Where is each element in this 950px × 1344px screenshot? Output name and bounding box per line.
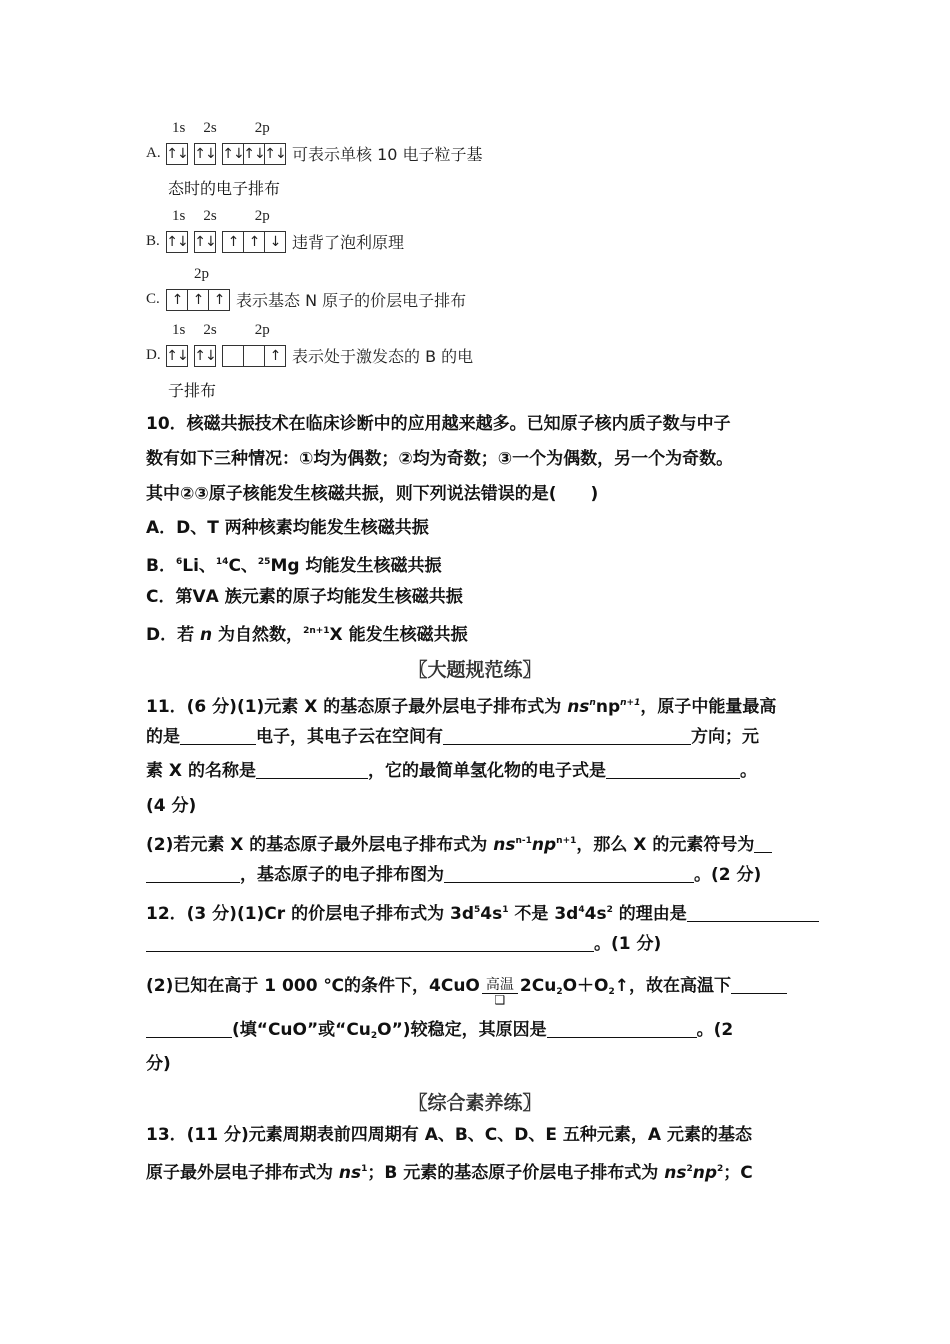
q10-option-d: D．若 n 为自然数，$^{2n+1}$X 能发生核磁共振 (146, 625, 468, 645)
q12-line-5: 分) (146, 1054, 171, 1074)
answer-blank[interactable] (256, 762, 368, 779)
answer-blank[interactable] (146, 1021, 232, 1038)
q9-option-d-cont: 子排布 (168, 381, 217, 400)
answer-blank[interactable] (687, 905, 819, 922)
option-letter: D. (146, 347, 161, 363)
orbital-2s: ↑↓ (194, 231, 216, 253)
q11-line-2: 的是 电子，其电子云在空间有 方向；元 (146, 727, 759, 747)
q10-line-3: 其中②③原子核能发生核磁共振，则下列说法错误的是( ) (146, 484, 599, 504)
answer-blank[interactable] (754, 836, 772, 853)
orbital-2p: ↑ ↑ ↓ (222, 231, 286, 253)
q11-line-3: 素 X 的名称是 ，它的最简单氢化物的电子式是 。 (146, 761, 757, 781)
q12-line-4: (填“CuO”或“$Cu_2O$”)较稳定，其原因是 。(2 (146, 1020, 733, 1046)
orbital-labels: 1s 2s 2p (172, 120, 270, 136)
q10-option-a: A．D、T 两种核素均能发生核磁共振 (146, 518, 429, 538)
q13-line-2: 原子最外层电子排布式为 $ns^1$；B 元素的基态原子价层电子排布式为 $ns^2np^2$；C (146, 1163, 753, 1183)
q9-option-a-cont: 态时的电子排布 (168, 179, 281, 198)
orbital-2p: ↑↓ ↑↓ ↑↓ (222, 143, 286, 165)
reaction-condition: 高温 ❑ (482, 977, 518, 1006)
answer-blank[interactable] (146, 866, 240, 883)
orbital-2p: ↑ (222, 345, 286, 367)
q12-line-1: 12．(3 分)(1)Cr 的价层电子排布式为 $3d^54s^1$ 不是 $3d^44s^2$ 的理由是 (146, 900, 819, 924)
option-letter: B. (146, 233, 160, 249)
answer-blank[interactable] (731, 977, 787, 994)
q11-line-6: ，基态原子的电子排布图为 。(2 分) (146, 865, 761, 885)
q10-line-2: 数有如下三种情况：①均为偶数；②均为奇数；③一个为偶数，另一个为奇数。 (146, 449, 734, 469)
answer-blank[interactable] (443, 728, 691, 745)
q10-option-c: C．第ⅤA 族元素的原子均能发生核磁共振 (146, 587, 463, 607)
section-heading-comprehensive: 〖综合素养练〗 (408, 1092, 542, 1114)
answer-blank[interactable] (547, 1021, 697, 1038)
q11-line-5: (2)若元素 X 的基态原子最外层电子排布式为 $ns^{n-1}np^{n+1}$，那么 X 的元素符号为 (146, 831, 772, 855)
orbital-2p: ↑ ↑ ↑ (166, 289, 230, 311)
orbital-1s: ↑↓ (166, 143, 188, 165)
q11-line-4: (4 分) (146, 796, 197, 816)
section-heading-practice: 〖大题规范练〗 (408, 659, 542, 681)
option-text: 表示处于激发态的 B 的电 (292, 347, 474, 366)
option-text: 违背了泡利原理 (292, 233, 405, 252)
option-text: 可表示单核 10 电子粒子基 (292, 145, 483, 164)
q11-line-1: 11．(6 分)(1)元素 X 的基态原子最外层电子排布式为 $ns^nnp^{n+1}$，原子中能量最高 (146, 697, 777, 717)
answer-blank[interactable] (180, 728, 256, 745)
option-letter: A. (146, 145, 161, 161)
answer-blank[interactable] (606, 762, 740, 779)
orbital-2s: ↑↓ (194, 143, 216, 165)
orbital-1s: ↑↓ (166, 345, 188, 367)
option-letter: C. (146, 291, 160, 307)
orbital-labels: 1s 2s 2p (172, 322, 270, 338)
orbital-labels: 2p (194, 266, 209, 282)
orbital-1s: ↑↓ (166, 231, 188, 253)
orbital-2s: ↑↓ (194, 345, 216, 367)
q12-line-2: 。(1 分) (146, 934, 661, 954)
orbital-labels: 1s 2s 2p (172, 208, 270, 224)
q10-option-b: B．$^6$Li、$^{14}$C、$^{25}$Mg 均能发生核磁共振 (146, 556, 442, 576)
answer-blank[interactable] (146, 935, 594, 952)
answer-blank[interactable] (444, 866, 694, 883)
q12-line-3: (2)已知在高于 1 000 ℃的条件下，4CuO 高温 ❑ $2Cu_2O+O_2↑$，故在高温下 (146, 976, 787, 1006)
q10-line-1: 10．核磁共振技术在临床诊断中的应用越来越多。已知原子核内质子数与中子 (146, 414, 731, 434)
option-text: 表示基态 N 原子的价层电子排布 (236, 291, 467, 310)
q13-line-1: 13．(11 分)元素周期表前四周期有 A、B、C、D、E 五种元素，A 元素的基态 (146, 1125, 752, 1145)
